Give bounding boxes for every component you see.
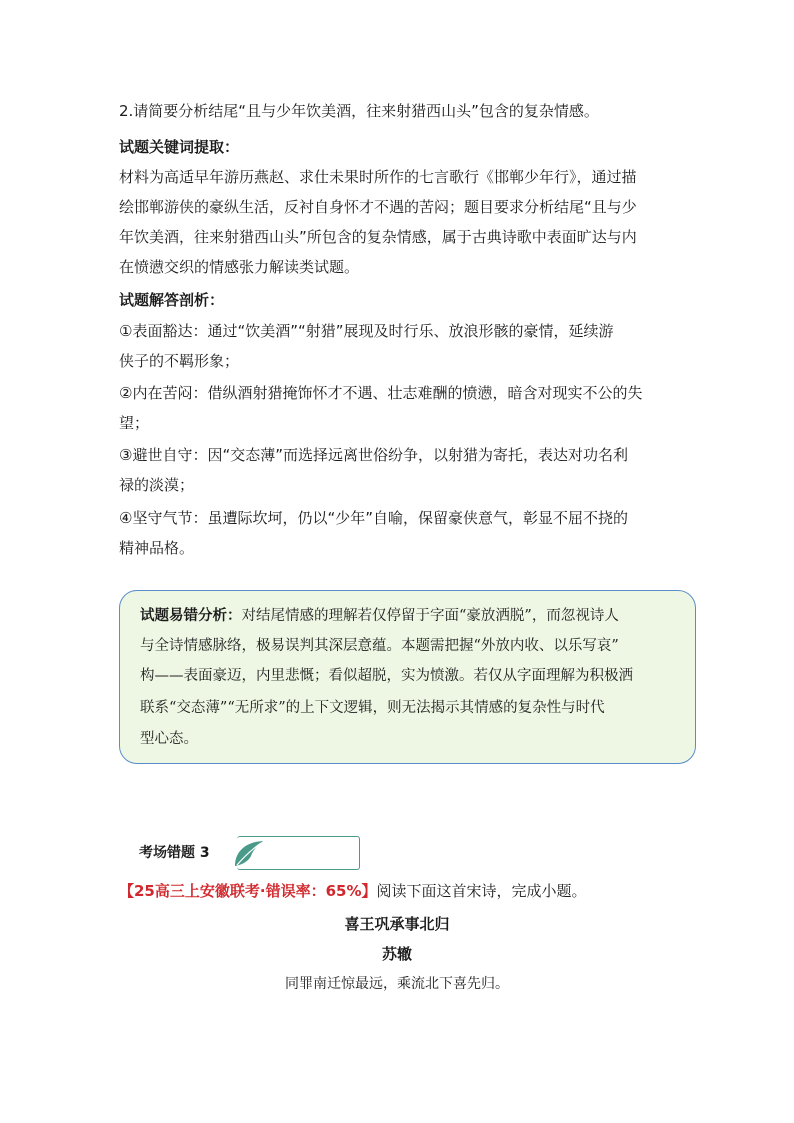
error-analysis-callout (119, 590, 696, 764)
keywords-line-3: 年饮美酒，往来射猎西山头”所包含的复杂情感，属于古典诗歌中表面旷达与内 (119, 228, 637, 246)
question-source-line (119, 878, 587, 904)
question-text: 2.请简要分析结尾“且与少年饮美酒，往来射猎西山头”包含的复杂情感。 (119, 102, 599, 120)
keywords-heading: 试题关键词提取： (119, 138, 240, 156)
keywords-line-1: 材料为高适早年游历燕赵、求仕未果时所作的七言歌行《邯郸少年行》，通过描 (119, 168, 637, 186)
keywords-line-4: 在愤懑交织的情感张力解读类试题。 (119, 258, 360, 276)
keywords-line-2: 绘邯郸游侠的豪纵生活，反衬自身怀才不遇的苦闷；题目要求分析结尾“且与少 (119, 198, 637, 216)
callout-line-1 (140, 601, 619, 631)
source-instruction: 阅读下面这首宋诗，完成小题。 (376, 882, 587, 900)
analysis-line-8: 精神品格。 (119, 539, 195, 557)
analysis-line-7: ④坚守气节：虽遭际坎坷，仍以“少年”自喻，保留豪侠意气，彰显不屈不挠的 (119, 509, 628, 527)
analysis-line-1: ①表面豁达：通过“饮美酒”“射猎”展现及时行乐、放浪形骸的豪情，延续游 (119, 322, 614, 340)
analysis-heading: 试题解答剖析： (119, 291, 225, 309)
callout-label: 试题易错分析： (140, 608, 242, 624)
analysis-line-2: 侠子的不羁形象； (119, 352, 240, 370)
analysis-line-6: 禄的淡漠； (119, 476, 195, 494)
tag-label: 考场错题 3 (139, 845, 210, 861)
poem-title: 喜王巩承事北归 (344, 915, 450, 933)
callout-line-5: 型心态。 (140, 731, 198, 747)
analysis-line-5: ③避世自守：因“交态薄”而选择远离世俗纷争，以射猎为寄托，表达对功名利 (119, 446, 628, 464)
callout-first-line: 对结尾情感的理解若仅停留于字面“豪放洒脱”，而忽视诗人 (241, 608, 619, 624)
callout-line-2: 与全诗情感脉络，极易误判其深层意蕴。本题需把握“外放内收、以乐写哀” (140, 638, 619, 654)
exam-error-tag (119, 836, 361, 870)
callout-line-4: 联系“交态薄”“无所求”的上下文逻辑，则无法揭示其情感的复杂性与时代 (140, 700, 605, 716)
poem-author: 苏辙 (381, 945, 412, 963)
leaf-icon (231, 838, 265, 868)
analysis-line-4: 望； (119, 414, 150, 432)
poem-line-1: 同罪南迁惊最远，乘流北下喜先归。 (285, 976, 509, 992)
callout-line-3: 构——表面豪迈，内里悲慨；看似超脱，实为愤激。若仅从字面理解为积极洒 (140, 668, 633, 684)
analysis-line-3: ②内在苦闷：借纵酒射猎掩饰怀才不遇、壮志难酬的愤懑，暗含对现实不公的失 (119, 384, 643, 402)
source-label: 【25高三上安徽联考·错误率：65%】 (119, 882, 377, 900)
